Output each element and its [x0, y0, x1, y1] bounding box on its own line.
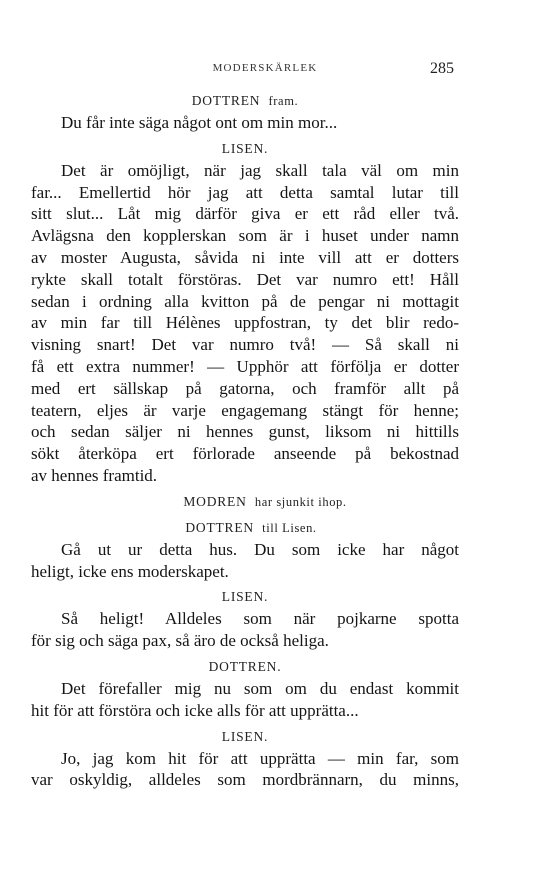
speaker-heading — [31, 658, 459, 678]
page-number: 285 — [430, 60, 454, 77]
dialogue-line: teatern, eljes är varje engagemang stängt för henne; — [31, 400, 459, 420]
dialogue-line: sitt slut... Låt mig därför giva er ett råd eller två. — [31, 204, 459, 224]
dialogue-line: med ert sällskap på gatorna, och framför allt på — [31, 378, 459, 398]
speaker-name: LISEN. — [221, 728, 269, 744]
dialogue-line: sedan i ordning alla kvitton på de pengar ni mottagit — [31, 291, 459, 311]
speaker-name: LISEN. — [221, 589, 269, 605]
stage-direction: till Lisen. — [262, 520, 317, 535]
stage-direction: fram. — [268, 94, 299, 108]
dialogue-line: far... Emellertid hör jag att detta samtal lutar till — [31, 182, 459, 202]
speaker-name: DOTTREN. — [208, 658, 282, 674]
speaker-name: LISEN. — [221, 140, 269, 156]
dialogue-line: var oskyldig, alldeles som mordbrännarn, du minns, — [31, 770, 459, 790]
speaker-heading — [31, 140, 459, 160]
dialogue-line: heligt, icke ens moderskapet. — [31, 561, 229, 581]
dialogue-line: visning snart! Det var numro två! — Så skall ni — [31, 335, 459, 355]
dialogue-line: Du får inte säga något ont om min mor... — [61, 113, 338, 132]
speaker-name: MODREN — [183, 493, 247, 509]
dialogue-line: för sig och säga pax, så äro de också heliga. — [31, 631, 329, 651]
dialogue-line: hit för att förstöra och icke alls för att upprätta... — [31, 700, 359, 720]
stage-direction: har sjunkit ihop. — [254, 494, 347, 509]
speaker-heading — [31, 728, 459, 748]
dialogue-line: Jo, jag kom hit för att upprätta — min far, som — [61, 748, 459, 768]
dialogue-line: av hennes framtid. — [31, 465, 158, 485]
speaker-name: DOTTREN — [185, 519, 254, 535]
dialogue-line: av min far till Hélènes uppfostran, ty det blir redo- — [31, 313, 459, 333]
dialogue-line: Det förefaller mig nu som om du endast kommit — [61, 678, 459, 698]
dialogue-line: Gå ut ur detta hus. Du som icke har något — [61, 539, 459, 559]
dialogue-line: Det är omöjligt, när jag skall tala väl om min — [61, 160, 459, 180]
speaker-heading — [31, 92, 459, 112]
speaker-heading — [31, 493, 459, 513]
dialogue-line: och sedan säljer ni hennes gunst, liksom ni hittills — [31, 422, 459, 442]
speaker-heading — [31, 519, 459, 539]
running-title: MODERSKÄRLEK — [212, 62, 318, 74]
dialogue-line: få ett extra nummer! — Upphör att förfölja er dotter — [31, 356, 459, 376]
play-text — [31, 92, 459, 791]
dialogue-line: sökt återköpa ert förlorade anseende på bekostnad — [31, 444, 459, 464]
running-head — [0, 60, 536, 80]
speaker-heading — [31, 588, 459, 608]
dialogue-line: rykte skall totalt förstöras. Det var numro ett! Håll — [31, 269, 459, 289]
speaker-name: DOTTREN — [191, 93, 261, 108]
dialogue-line: Så heligt! Alldeles som när pojkarne spotta — [61, 609, 459, 629]
dialogue-line: Avlägsna den kopplerskan som är i huset under namn — [31, 226, 459, 246]
dialogue-line: av moster Augusta, såvida ni inte vill att er dotters — [31, 247, 459, 267]
